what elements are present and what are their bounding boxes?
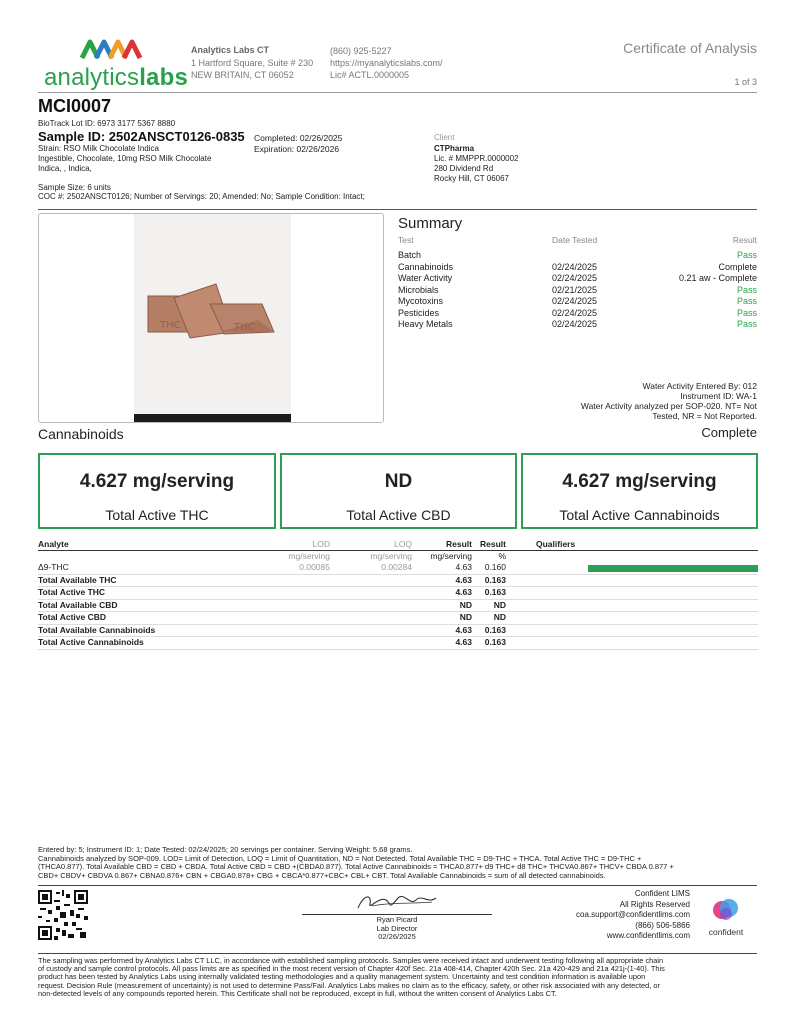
summary-result: Pass — [736, 307, 757, 318]
disclaimer-line-1: The sampling was performed by Analytics Labs CT LLC, in accordance with established sampling protocols. Samples were received intact and underwent testing following all appropriate chain — [38, 956, 664, 965]
cannabinoids-title: Cannabinoids — [38, 426, 124, 442]
sample-divider — [38, 209, 757, 210]
analyte-row — [38, 612, 758, 625]
confident-logo-text: confident — [708, 927, 744, 937]
summary-col-test: Test — [398, 235, 414, 245]
logo-text: analyticslabs — [44, 64, 189, 91]
summary-col-date: Date Tested — [552, 235, 598, 245]
summary-result: Pass — [736, 296, 757, 306]
summary-test-name: Heavy Metals — [398, 319, 453, 329]
analyte-result-mg: 4.63 — [455, 587, 472, 597]
disclaimer-line-5: non-detected levels of any compounds reported herein. This Certificate shall not be reproduced, except in full, without the written consent of Analytics Labs CT. — [38, 988, 557, 998]
lab-address-line1: 1 Hartford Square, Suite # 230 — [191, 58, 314, 68]
summary-date-tested: 02/24/2025 — [552, 319, 598, 329]
analyte-row — [38, 562, 758, 575]
sample-code: MCI0007 — [38, 96, 112, 116]
analyte-lod: 0.00085 — [299, 562, 330, 572]
analyte-result-mg: ND — [459, 612, 472, 622]
total-active-cannabinoids-box — [521, 453, 758, 529]
lab-license: Lic# ACTL.0000005 — [330, 70, 410, 80]
summary-table — [398, 250, 757, 331]
summary-date-tested: 02/24/2025 — [552, 261, 598, 272]
col-result-mg: Result — [446, 539, 472, 549]
summary-row — [398, 250, 757, 262]
client-address-line1: 280 Dividend Rd — [434, 164, 494, 173]
lims-phone: (866) 506-5866 — [635, 920, 690, 930]
summary-test-name: Mycotoxins — [398, 296, 444, 306]
cannabinoid-rows — [38, 562, 758, 650]
summary-test-name: Water Activity — [398, 273, 453, 283]
summary-date-tested: 02/21/2025 — [552, 284, 598, 295]
summary-test-name: Pesticides — [398, 307, 440, 318]
summary-result: Complete — [718, 261, 757, 272]
unit-lod: mg/serving — [288, 551, 330, 561]
analyte-result-mg: 4.63 — [455, 574, 472, 585]
analyte-row — [38, 575, 758, 588]
lab-url[interactable]: https://myanalyticslabs.com/ — [330, 58, 443, 68]
analyte-result-mg: 4.63 — [455, 637, 472, 647]
analyte-row — [38, 587, 758, 600]
wa-instrument: Instrument ID: WA-1 — [680, 391, 757, 401]
logo-mark-icon — [78, 36, 148, 62]
cannabinoid-table — [38, 539, 758, 650]
analyte-result-pct: 0.163 — [484, 624, 506, 635]
analyte-result-pct: 0.163 — [484, 587, 506, 597]
page-number: 1 of 3 — [734, 77, 757, 87]
col-lod: LOD — [312, 539, 330, 549]
disclaimer-line-2: of custody and sample control protocols. All pass limits are as specified in the most recent version of Chapter 420f Sec. 21a 408-414, Chapter 420h Sec. 21a 420-429 and 21a 421j-(1-40). This — [38, 964, 665, 974]
total-active-cbd-value: ND — [384, 471, 413, 492]
total-active-thc-box — [38, 453, 276, 529]
cannabinoid-table-header — [38, 539, 758, 551]
analyte-row — [38, 625, 758, 638]
unit-result-pct: % — [498, 551, 506, 561]
completed-date: Completed: 02/26/2025 — [254, 133, 343, 143]
summary-row — [398, 296, 757, 308]
header-divider — [38, 92, 757, 93]
analyte-result-mg: ND — [459, 599, 472, 610]
col-analyte: Analyte — [38, 539, 69, 549]
expiration-date: Expiration: 02/26/2026 — [254, 144, 340, 154]
summary-result: 0.21 aw - Complete — [678, 273, 757, 283]
summary-row — [398, 273, 757, 285]
total-active-cbd-label: Total Active CBD — [346, 507, 451, 523]
lab-phone: (860) 925-5227 — [330, 46, 392, 56]
svg-text:THC: THC — [234, 322, 255, 333]
analyte-loq: 0.00284 — [381, 562, 412, 572]
analyte-result-pct: ND — [493, 612, 506, 622]
lab-name: Analytics Labs CT — [191, 45, 270, 55]
analyte-name: Δ9-THC — [38, 562, 69, 572]
methodology-notes — [38, 846, 758, 880]
col-qualifiers: Qualifiers — [536, 539, 576, 549]
total-active-thc-label: Total Active THC — [105, 507, 209, 523]
summary-title: Summary — [398, 215, 463, 232]
signer-name: Ryan Picard — [376, 915, 418, 924]
col-loq: LOQ — [394, 539, 412, 549]
product-type: Ingestible, Chocolate, 10mg RSO Milk Chocolate — [38, 154, 212, 163]
water-activity-notes — [581, 381, 757, 421]
product-photo — [38, 213, 384, 423]
wa-entered-by: Water Activity Entered By: 012 — [642, 381, 757, 391]
disclaimer — [38, 957, 768, 998]
method-line-3: CBD+ CBDV+ CBDVA 0.867+ CBNA0.876+ CBN + CBGA0.878+ CBG + CBCA*0.877+CBC+ CBL+ CBT. Total Available Cannabinoids = sum of all detected cannabinoids. — [38, 870, 606, 880]
analyte-name: Total Available Cannabinoids — [38, 624, 156, 635]
cannabinoids-status: Complete — [701, 425, 757, 440]
lims-info — [576, 889, 690, 942]
summary-col-result: Result — [732, 235, 757, 245]
summary-date-tested: 02/24/2025 — [552, 296, 598, 306]
lims-rights: All Rights Reserved — [619, 899, 690, 909]
summary-result: Pass — [736, 319, 757, 329]
summary-row — [398, 319, 757, 331]
document-title: Certificate of Analysis — [623, 40, 757, 56]
summary-date-tested: 02/24/2025 — [552, 307, 598, 318]
analyte-result-mg: 4.63 — [455, 562, 472, 572]
analyte-row — [38, 600, 758, 613]
signature-image — [352, 890, 442, 914]
client-license: Lic. # MMPPR.0000002 — [434, 154, 519, 163]
company-logo — [44, 36, 189, 94]
sample-size: Sample Size: 6 units — [38, 183, 111, 192]
analyte-result-pct: 0.163 — [484, 637, 506, 647]
svg-text:THC: THC — [160, 320, 181, 331]
method-line-2: (THCA0.877). Total Available CBD = CBD + CBDA. Total Active CBD = CBD +(CBDA0.877). Total Active Cannabinoids = THCA0.877+ d9 THC+ d8 THC+ THCVA0.867+ THCV+ CBDA 0.877 + — [38, 862, 674, 872]
footer-divider — [38, 885, 757, 886]
cannabinoid-table-units — [38, 551, 758, 562]
lims-name: Confident LIMS — [634, 889, 690, 898]
lims-email[interactable]: coa.support@confidentlims.com — [576, 910, 690, 919]
confident-logo — [700, 897, 752, 937]
analyte-row — [38, 637, 758, 650]
analyte-name: Total Available CBD — [38, 599, 118, 610]
lab-address-line2: NEW BRITAIN, CT 06052 — [191, 70, 294, 80]
disclaimer-line-4: request. Decision Rule (measurement of uncertainty) is not used to determine Pass/Fail. Analytics Labs makes no claim as to the efficacy, safety, or other risk associated with any detected, or — [38, 980, 660, 990]
total-active-cbd-box — [280, 453, 517, 529]
summary-test-name: Microbials — [398, 284, 439, 295]
col-result-pct: Result — [480, 539, 506, 549]
total-active-cannabinoids-label: Total Active Cannabinoids — [559, 507, 720, 523]
analyte-result-pct: ND — [493, 599, 506, 610]
entered-by-line: Entered by: 5; Instrument ID: 1; Date Tested: 02/24/2025; 20 servings per container. Serving Weight: 5.68 grams. — [38, 845, 413, 854]
wa-sop: Water Activity analyzed per SOP-020. NT= Not — [580, 401, 757, 411]
summary-result: Pass — [736, 284, 757, 295]
signer-title: Lab Director — [376, 923, 418, 933]
product-category: Indica, , Indica, — [38, 164, 92, 173]
coc-details: COC #: 2502ANSCT0126; Number of Servings: 20; Amended: No; Sample Condition: Intact; — [38, 192, 365, 201]
summary-row — [398, 262, 757, 274]
analyte-name: Total Active THC — [38, 587, 106, 597]
disclaimer-divider — [38, 953, 757, 954]
strain: Strain: RSO Milk Chocolate Indica — [38, 144, 159, 153]
analyte-name: Total Active Cannabinoids — [38, 637, 144, 647]
biotrack-lot-id: BioTrack Lot ID: 6973 3177 5367 8880 — [38, 119, 176, 128]
signer-block — [302, 916, 492, 942]
summary-test-name: Batch — [398, 250, 422, 260]
analyte-result-pct: 0.163 — [484, 574, 506, 585]
signer-date: 02/26/2025 — [378, 932, 416, 942]
qualifier-bar — [588, 565, 758, 572]
client-name: CTPharma — [434, 144, 475, 153]
summary-result: Pass — [736, 250, 757, 260]
disclaimer-line-3: product has been tested by Analytics Labs using internally validated testing methodologies and a quality management system. Uncertainty and test condition information is available upon — [38, 972, 646, 982]
client-label: Client — [434, 133, 455, 142]
summary-date-tested: 02/24/2025 — [552, 273, 598, 283]
lims-url[interactable]: www.confidentlims.com — [606, 931, 690, 940]
analyte-name: Total Available THC — [38, 574, 117, 585]
client-address-line2: Rocky Hill, CT 06067 — [434, 174, 509, 183]
analyte-result-mg: 4.63 — [455, 624, 472, 635]
sample-id: Sample ID: 2502ANSCT0126-0835 — [38, 129, 245, 144]
total-active-thc-value: 4.627 mg/serving — [79, 471, 235, 492]
analyte-name: Total Active CBD — [38, 612, 107, 622]
total-active-cannabinoids-value: 4.627 mg/serving — [562, 471, 717, 492]
unit-result-mg: mg/serving — [430, 551, 472, 561]
chocolate-bar-image — [134, 214, 291, 414]
unit-loq: mg/serving — [370, 551, 412, 561]
summary-test-name: Cannabinoids — [398, 261, 454, 272]
summary-row — [398, 308, 757, 320]
confident-logo-icon — [711, 897, 741, 923]
method-line-1: Cannabinoids analyzed by SOP-009. LOD= Limit of Detection, LOQ = Limit of Quantitation, ND = Not Detected. Total Available THC = D9-THC + THCA. Total Active THC = D9-THC + — [38, 853, 642, 863]
analyte-result-pct: 0.160 — [484, 562, 506, 572]
qr-code-icon[interactable] — [38, 890, 88, 940]
summary-row — [398, 285, 757, 297]
wa-legend: Tested, NR = Not Reported. — [652, 411, 757, 421]
